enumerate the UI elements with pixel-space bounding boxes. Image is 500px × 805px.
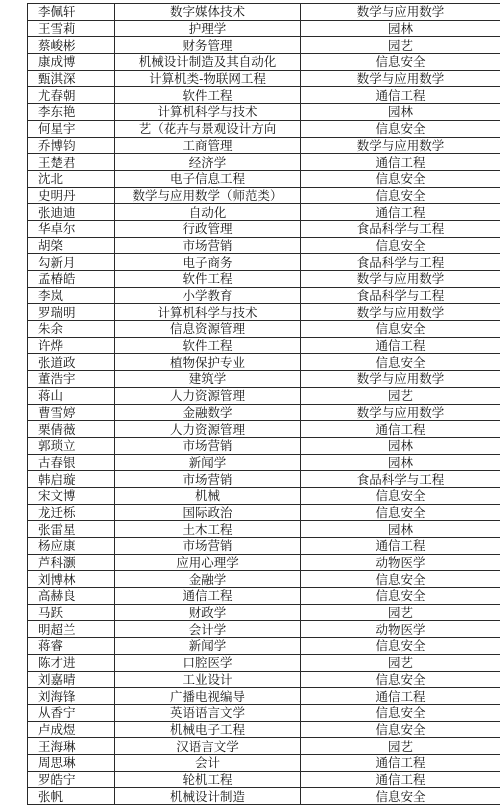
major-cell: 金融数学 xyxy=(115,404,301,421)
college-cell: 信息安全 xyxy=(301,187,500,204)
table-row xyxy=(28,671,500,688)
table-row xyxy=(28,87,500,104)
table-row xyxy=(28,454,500,471)
table-row xyxy=(28,421,500,438)
student-name-cell: 孟椿皓 xyxy=(28,271,115,288)
college-cell: 数学与应用数学 xyxy=(301,404,500,421)
college-cell: 通信工程 xyxy=(301,337,500,354)
table-row xyxy=(28,354,500,371)
major-cell: 工商管理 xyxy=(115,137,301,154)
student-name-cell: 王海琳 xyxy=(28,738,115,755)
table-row xyxy=(28,504,500,521)
table-row xyxy=(28,437,500,454)
major-cell: 国际政治 xyxy=(115,504,301,521)
student-name-cell: 胡棨 xyxy=(28,237,115,254)
major-cell: 新闻学 xyxy=(115,454,301,471)
student-name-cell: 王楚君 xyxy=(28,154,115,171)
table-row xyxy=(28,621,500,638)
student-name-cell: 郭琐立 xyxy=(28,437,115,454)
major-cell: 广播电视编导 xyxy=(115,688,301,705)
major-cell: 计算机科学与技术 xyxy=(115,304,301,321)
student-name-cell: 刘嘉晴 xyxy=(28,671,115,688)
major-cell: 机械设计制造及其自动化 xyxy=(115,54,301,71)
table-row xyxy=(28,588,500,605)
table-row xyxy=(28,654,500,671)
table-row xyxy=(28,521,500,538)
table-row xyxy=(28,70,500,87)
college-cell: 信息安全 xyxy=(301,671,500,688)
table-row xyxy=(28,704,500,721)
major-cell: 金融学 xyxy=(115,571,301,588)
major-cell: 机械电子工程 xyxy=(115,721,301,738)
table-row xyxy=(28,538,500,555)
major-cell: 电子信息工程 xyxy=(115,170,301,187)
table-row xyxy=(28,137,500,154)
student-name-cell: 刘海锋 xyxy=(28,688,115,705)
table-row xyxy=(28,37,500,54)
college-cell: 食品科学与工程 xyxy=(301,254,500,271)
student-name-cell: 董浩宇 xyxy=(28,371,115,388)
college-cell: 食品科学与工程 xyxy=(301,287,500,304)
student-name-cell: 龙迁栎 xyxy=(28,504,115,521)
college-cell: 通信工程 xyxy=(301,154,500,171)
major-cell: 计算机科学与技术 xyxy=(115,104,301,121)
student-name-cell: 马跃 xyxy=(28,604,115,621)
table-row xyxy=(28,220,500,237)
table-row xyxy=(28,571,500,588)
major-cell: 艺（花卉与景观设计方向 xyxy=(115,120,301,137)
major-cell: 行政管理 xyxy=(115,220,301,237)
student-name-cell: 许烨 xyxy=(28,337,115,354)
college-cell: 信息安全 xyxy=(301,571,500,588)
college-cell: 数学与应用数学 xyxy=(301,271,500,288)
major-cell: 电子商务 xyxy=(115,254,301,271)
college-cell: 信息安全 xyxy=(301,120,500,137)
table-row xyxy=(28,371,500,388)
major-cell: 财务管理 xyxy=(115,37,301,54)
student-name-cell: 杨应康 xyxy=(28,538,115,555)
table-row xyxy=(28,721,500,738)
table-row xyxy=(28,788,500,805)
table-row xyxy=(28,154,500,171)
college-cell: 信息安全 xyxy=(301,638,500,655)
student-name-cell: 刘博林 xyxy=(28,571,115,588)
major-cell: 口腔医学 xyxy=(115,654,301,671)
table-row xyxy=(28,4,500,21)
college-cell: 园艺 xyxy=(301,387,500,404)
table-row xyxy=(28,321,500,338)
major-cell: 财政学 xyxy=(115,604,301,621)
student-name-cell: 史明丹 xyxy=(28,187,115,204)
college-cell: 通信工程 xyxy=(301,538,500,555)
student-name-cell: 张雷星 xyxy=(28,521,115,538)
major-cell: 人力资源管理 xyxy=(115,387,301,404)
student-name-cell: 勾新月 xyxy=(28,254,115,271)
student-name-cell: 陈才进 xyxy=(28,654,115,671)
major-cell: 汉语言文学 xyxy=(115,738,301,755)
major-cell: 工业设计 xyxy=(115,671,301,688)
student-name-cell: 蒋山 xyxy=(28,387,115,404)
college-cell: 园林 xyxy=(301,521,500,538)
table-row xyxy=(28,754,500,771)
table-row xyxy=(28,120,500,137)
student-name-cell: 罗皓宁 xyxy=(28,771,115,788)
table-row xyxy=(28,387,500,404)
college-cell: 食品科学与工程 xyxy=(301,220,500,237)
student-name-cell: 朱余 xyxy=(28,321,115,338)
student-table xyxy=(27,3,500,805)
student-name-cell: 芦科灏 xyxy=(28,554,115,571)
student-name-cell: 华卓尔 xyxy=(28,220,115,237)
table-body xyxy=(28,4,500,805)
major-cell: 数字媒体技术 xyxy=(115,4,301,21)
major-cell: 软件工程 xyxy=(115,87,301,104)
student-name-cell: 乔博钧 xyxy=(28,137,115,154)
major-cell: 机械 xyxy=(115,487,301,504)
table-row xyxy=(28,404,500,421)
student-name-cell: 李佩轩 xyxy=(28,4,115,21)
college-cell: 通信工程 xyxy=(301,87,500,104)
student-name-cell: 康成博 xyxy=(28,54,115,71)
college-cell: 信息安全 xyxy=(301,354,500,371)
table-row xyxy=(28,187,500,204)
student-name-cell: 王雪莉 xyxy=(28,20,115,37)
college-cell: 通信工程 xyxy=(301,204,500,221)
college-cell: 信息安全 xyxy=(301,504,500,521)
table-row xyxy=(28,170,500,187)
major-cell: 英语语言文学 xyxy=(115,704,301,721)
table-row xyxy=(28,604,500,621)
college-cell: 通信工程 xyxy=(301,771,500,788)
major-cell: 数学与应用数学（师范类） xyxy=(115,187,301,204)
college-cell: 园林 xyxy=(301,20,500,37)
major-cell: 经济学 xyxy=(115,154,301,171)
table-row xyxy=(28,471,500,488)
student-name-cell: 卢成煜 xyxy=(28,721,115,738)
college-cell: 园艺 xyxy=(301,37,500,54)
student-name-cell: 张帆 xyxy=(28,788,115,805)
college-cell: 食品科学与工程 xyxy=(301,471,500,488)
table-row xyxy=(28,738,500,755)
student-name-cell: 从香宁 xyxy=(28,704,115,721)
student-name-cell: 何星宇 xyxy=(28,120,115,137)
major-cell: 小学教育 xyxy=(115,287,301,304)
college-cell: 通信工程 xyxy=(301,754,500,771)
college-cell: 园林 xyxy=(301,454,500,471)
college-cell: 园林 xyxy=(301,104,500,121)
college-cell: 园艺 xyxy=(301,738,500,755)
student-name-cell: 蒋睿 xyxy=(28,638,115,655)
college-cell: 信息安全 xyxy=(301,788,500,805)
major-cell: 软件工程 xyxy=(115,271,301,288)
major-cell: 机械设计制造 xyxy=(115,788,301,805)
table-row xyxy=(28,487,500,504)
student-name-cell: 韩启璇 xyxy=(28,471,115,488)
major-cell: 通信工程 xyxy=(115,588,301,605)
table-row xyxy=(28,337,500,354)
college-cell: 信息安全 xyxy=(301,588,500,605)
student-name-cell: 明超兰 xyxy=(28,621,115,638)
major-cell: 新闻学 xyxy=(115,638,301,655)
major-cell: 市场营销 xyxy=(115,538,301,555)
student-name-cell: 张道政 xyxy=(28,354,115,371)
major-cell: 植物保护专业 xyxy=(115,354,301,371)
table-row xyxy=(28,104,500,121)
table-row xyxy=(28,204,500,221)
major-cell: 市场营销 xyxy=(115,471,301,488)
table-row xyxy=(28,771,500,788)
student-name-cell: 沈北 xyxy=(28,170,115,187)
college-cell: 园艺 xyxy=(301,654,500,671)
college-cell: 园林 xyxy=(301,437,500,454)
college-cell: 通信工程 xyxy=(301,688,500,705)
major-cell: 轮机工程 xyxy=(115,771,301,788)
student-name-cell: 古春银 xyxy=(28,454,115,471)
table-row xyxy=(28,304,500,321)
student-name-cell: 高赫良 xyxy=(28,588,115,605)
college-cell: 信息安全 xyxy=(301,321,500,338)
college-cell: 数学与应用数学 xyxy=(301,70,500,87)
table-row xyxy=(28,20,500,37)
college-cell: 信息安全 xyxy=(301,170,500,187)
student-name-cell: 周思琳 xyxy=(28,754,115,771)
major-cell: 人力资源管理 xyxy=(115,421,301,438)
college-cell: 信息安全 xyxy=(301,237,500,254)
major-cell: 软件工程 xyxy=(115,337,301,354)
college-cell: 通信工程 xyxy=(301,421,500,438)
major-cell: 建筑学 xyxy=(115,371,301,388)
student-name-cell: 蔡峻彬 xyxy=(28,37,115,54)
college-cell: 信息安全 xyxy=(301,704,500,721)
major-cell: 应用心理学 xyxy=(115,554,301,571)
major-cell: 会计 xyxy=(115,754,301,771)
college-cell: 动物医学 xyxy=(301,554,500,571)
table-row xyxy=(28,554,500,571)
table-row xyxy=(28,638,500,655)
college-cell: 数学与应用数学 xyxy=(301,304,500,321)
table-row xyxy=(28,54,500,71)
college-cell: 数学与应用数学 xyxy=(301,4,500,21)
student-name-cell: 罗瑞明 xyxy=(28,304,115,321)
college-cell: 信息安全 xyxy=(301,54,500,71)
major-cell: 会计学 xyxy=(115,621,301,638)
major-cell: 自动化 xyxy=(115,204,301,221)
college-cell: 动物医学 xyxy=(301,621,500,638)
college-cell: 信息安全 xyxy=(301,721,500,738)
major-cell: 护理学 xyxy=(115,20,301,37)
major-cell: 信息资源管理 xyxy=(115,321,301,338)
college-cell: 信息安全 xyxy=(301,487,500,504)
table-row xyxy=(28,287,500,304)
table-row xyxy=(28,271,500,288)
college-cell: 数学与应用数学 xyxy=(301,137,500,154)
major-cell: 计算机类-物联网工程 xyxy=(115,70,301,87)
student-name-cell: 李岚 xyxy=(28,287,115,304)
college-cell: 园艺 xyxy=(301,604,500,621)
student-name-cell: 甄淇深 xyxy=(28,70,115,87)
table-row xyxy=(28,688,500,705)
student-name-cell: 李东艳 xyxy=(28,104,115,121)
major-cell: 土木工程 xyxy=(115,521,301,538)
major-cell: 市场营销 xyxy=(115,437,301,454)
college-cell: 数学与应用数学 xyxy=(301,371,500,388)
student-name-cell: 张迪迪 xyxy=(28,204,115,221)
major-cell: 市场营销 xyxy=(115,237,301,254)
table-row xyxy=(28,254,500,271)
student-name-cell: 栗倩薇 xyxy=(28,421,115,438)
table-row xyxy=(28,237,500,254)
student-name-cell: 曹雪婷 xyxy=(28,404,115,421)
student-name-cell: 宋文博 xyxy=(28,487,115,504)
student-name-cell: 尤春朝 xyxy=(28,87,115,104)
